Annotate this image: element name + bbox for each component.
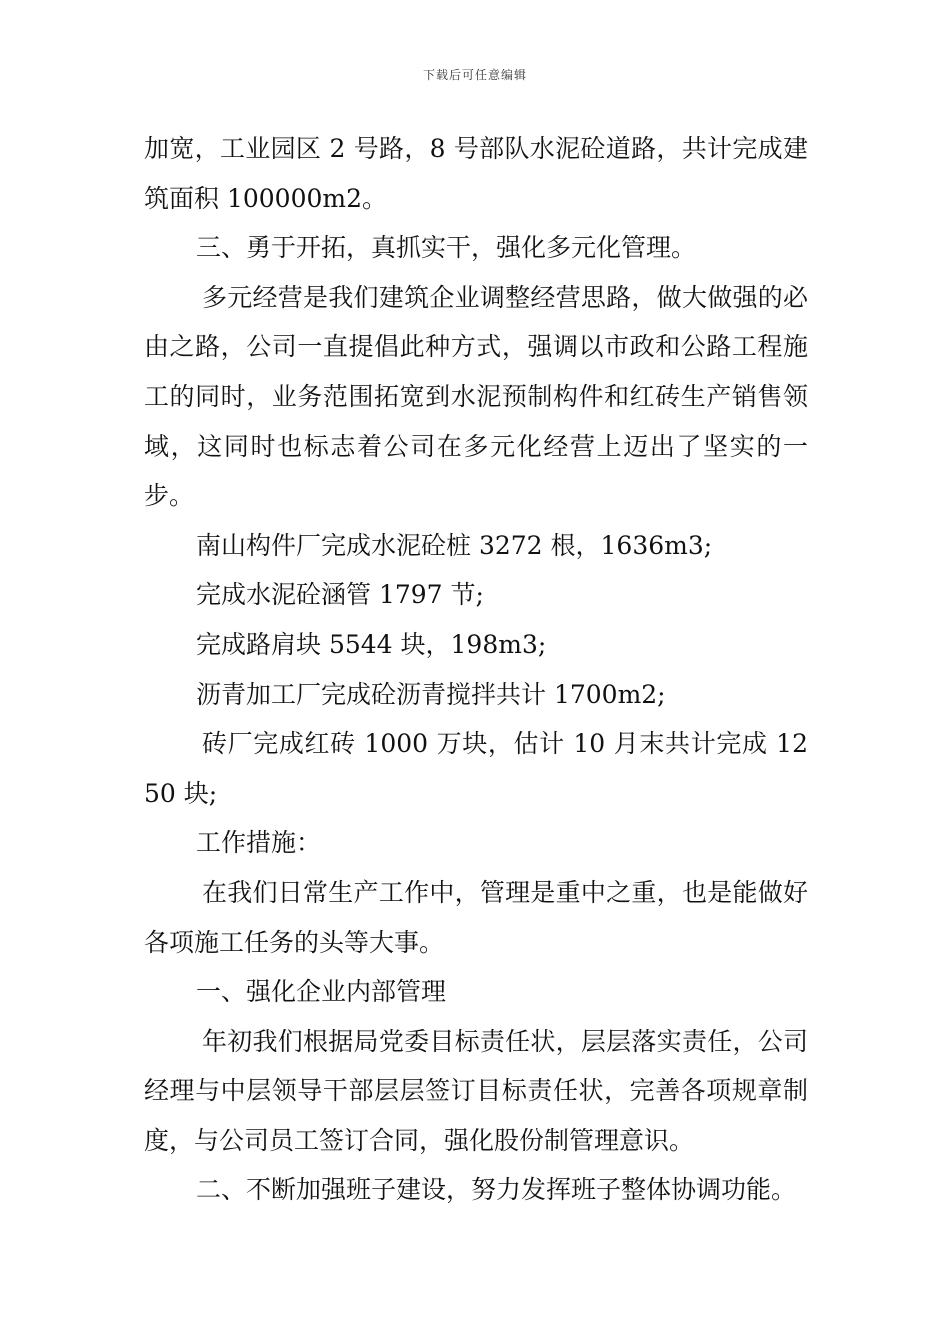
section-heading-3: 三、勇于开拓，真抓实干，强化多元化管理。 (196, 233, 697, 263)
paragraph-continuation: 加宽，工业园区 2 号路，8 号部队水泥砼道路，共计完成建筑面积 100000m2。 (144, 134, 808, 213)
list-item-curb: 完成路肩块 5544 块，198m3; (196, 629, 547, 659)
list-item-brick: 砖厂完成红砖 1000 万块，估计 10 月末共计完成 1250 块; (144, 729, 808, 808)
paragraph-responsibility: 年初我们根据局党委目标责任状，层层落实责任，公司经理与中层领导干部层层签订目标责任状，完善各项规章制度，与公司员工签订合同，强化股份制管理意识。 (144, 1026, 808, 1155)
list-item-nanshan: 南山构件厂完成水泥砼桩 3272 根，1636m3; (196, 530, 713, 560)
paragraph-diversified: 多元经营是我们建筑企业调整经营思路，做大做强的必由之路，公司一直提倡此种方式，强调以市政和公路工程施工的同时，业务范围拓宽到水泥预制构件和红砖生产销售领域，这同时也标志着公司在多元化经营上迈出了坚实的一步。 (144, 282, 808, 511)
section-heading-2: 二、不断加强班子建设，努力发挥班子整体协调功能。 (196, 1175, 797, 1205)
page-header: 下载后可任意编辑 (422, 68, 527, 82)
document-body (144, 124, 808, 1215)
paragraph-management: 在我们日常生产工作中，管理是重中之重，也是能做好各项施工任务的头等大事。 (144, 877, 808, 957)
list-item-culvert: 完成水泥砼涵管 1797 节; (196, 580, 484, 610)
section-heading-1: 一、强化企业内部管理 (196, 977, 447, 1007)
work-measures-heading: 工作措施： (196, 828, 322, 858)
list-item-asphalt: 沥青加工厂完成砼沥青搅拌共计 1700m2; (196, 679, 666, 709)
